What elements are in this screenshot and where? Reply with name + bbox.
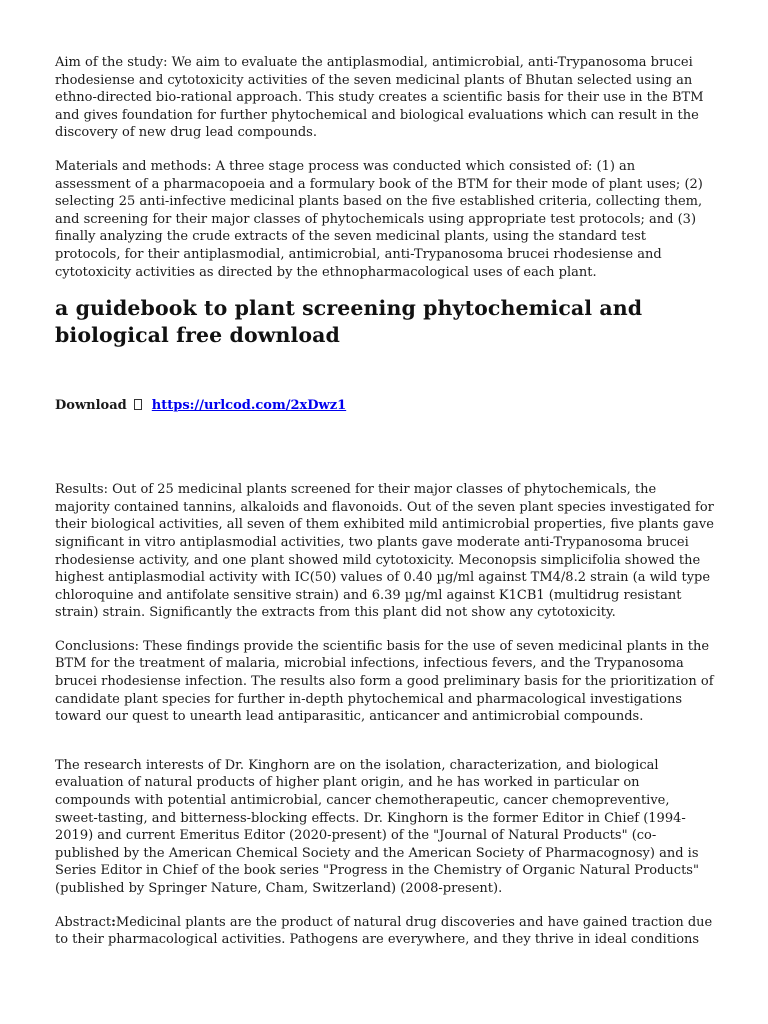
download-label: Download: [55, 398, 127, 414]
abstract-text: Medicinal plants are the product of natural drug discoveries and have gained traction due to their pharmacological activities. Pathogens are everywhere, and they thrive in ideal conditions: [55, 914, 713, 948]
document-body: [55, 54, 715, 949]
page-title: a guidebook to plant screening phytochemical and biological free download: [55, 296, 643, 348]
abstract-paragraph: [55, 914, 715, 949]
abstract-label: Abstract: [55, 914, 112, 930]
methods-paragraph: Materials and methods: A three stage process was conducted which consisted of: (1) an assessment of a pharmacopoeia and a formulary book of the BTM for their mode of plant uses; (2) selecting 25 anti-infective medicinal plants based on the five established criteria, collecting them, and screening for their major classes of phytochemicals using appropriate test protocols; and (3) finally analyzing the crude extracts of the seven medicinal plants, using the standard test protocols, for their antiplasmodial, antimicrobial, anti-Trypanosoma brucei rhodesiense and cytotoxicity activities as directed by the ethnopharmacological uses of each plant.: [55, 158, 703, 280]
download-link[interactable]: https://urlcod.com/2xDwz1: [151, 398, 347, 414]
kinghorn-paragraph: The research interests of Dr. Kinghorn are on the isolation, characterization, and biological evaluation of natural products of higher plant origin, and he has worked in particular on compounds with potential antimicrobial, cancer chemotherapeutic, cancer chemopreventive, sweet-tasting, and bitterness-blocking effects. Dr. Kinghorn is the former Editor in Chief (1994-2019) and current Emeritus Editor (2020-present) of the "Journal of Natural Products" (co-published by the American Chemical Society and the American Society of Pharmacognosy) and is Series Editor in Chief of the book series "Progress in the Chemistry of Organic Natural Products" (published by Springer Nature, Cham, Switzerland) (2008-present).: [55, 757, 699, 896]
conclusions-paragraph: Conclusions: These findings provide the scientific basis for the use of seven medicinal plants in the BTM for the treatment of malaria, microbial infections, infectious fevers, and the Trypanosoma brucei rhodesiense infection. The results also form a good preliminary basis for the prioritization of candidate plant species for further in-depth phytochemical and pharmacological investigations toward our quest to unearth lead antiparasitic, anticancer and antimicrobial compounds.: [55, 638, 714, 725]
download-line: [55, 397, 715, 415]
aim-paragraph: Aim of the study: We aim to evaluate the antiplasmodial, antimicrobial, anti-Trypanosoma brucei rhodesiense and cytotoxicity activities of the seven medicinal plants of Bhutan selected using an ethno-directed bio-rational approach. This study creates a scientific basis for their use in the BTM and gives foundation for further phytochemical and biological evaluations which can result in the discovery of new drug lead compounds.: [55, 55, 704, 141]
results-paragraph: Results: Out of 25 medicinal plants screened for their major classes of phytochemicals, the majority contained tannins, alkaloids and flavonoids. Out of the seven plant species investigated for their biological activities, all seven of them exhibited mild antimicrobial properties, five plants gave significant in vitro antiplasmodial activities, two plants gave moderate anti-Trypanosoma brucei rhodesiense activity, and one plant showed mild cytotoxicity. Meconopsis simplicifolia showed the highest antiplasmodial activity with IC(50) values of 0.40 µg/ml against TM4/8.2 strain (a wild type chloroquine and antifolate sensitive strain) and 6.39 µg/ml against K1CB1 (multidrug resistant strain) strain. Significantly the extracts from this plant did not show any cytotoxicity.: [55, 482, 714, 621]
abstract-colon: :: [111, 914, 116, 930]
arrow-icon: [134, 399, 142, 410]
